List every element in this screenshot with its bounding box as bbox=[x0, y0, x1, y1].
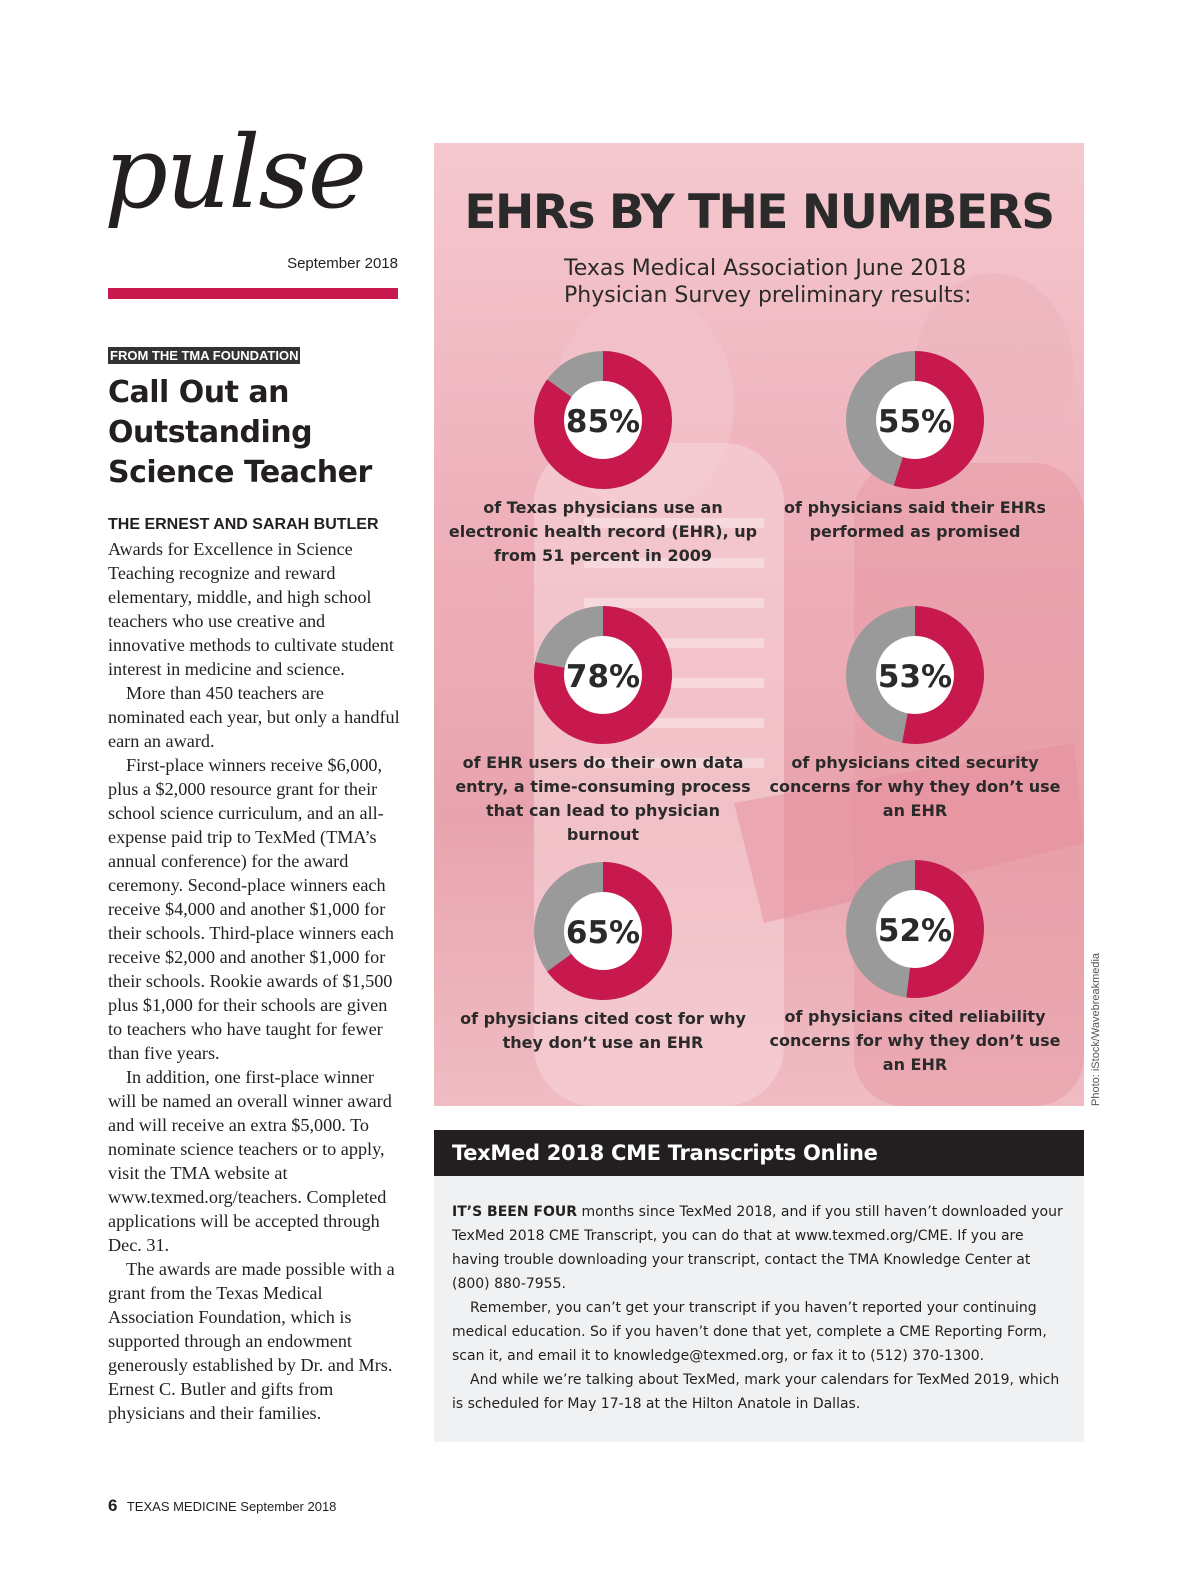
sidebar-title: TexMed 2018 CME Transcripts Online bbox=[434, 1130, 1084, 1176]
article-lead-in: THE ERNEST AND SARAH BUTLER bbox=[108, 516, 379, 533]
article bbox=[108, 347, 400, 1425]
masthead-rule bbox=[108, 288, 398, 299]
donut-chart bbox=[533, 350, 673, 490]
sidebar-paragraph bbox=[452, 1200, 1066, 1296]
stat-caption: of EHR users do their own data entry, a time-consuming process that can lead to physician burnout bbox=[455, 753, 751, 844]
donut-percent-label: 85% bbox=[565, 404, 641, 440]
stat-caption: of physicians said their EHRs performed as promised bbox=[784, 498, 1046, 541]
section-logo: pulse bbox=[104, 114, 365, 231]
infographic-title: EHRs BY THE NUMBERS bbox=[464, 185, 1054, 240]
donut-percent-label: 78% bbox=[565, 659, 641, 695]
page-footer bbox=[108, 1496, 336, 1516]
donut-percent-label: 55% bbox=[877, 404, 953, 440]
issue-date: September 2018 bbox=[287, 255, 398, 272]
article-headline: Call Out an Outstanding Science Teacher bbox=[108, 375, 372, 490]
stat-caption: of physicians cited cost for why they don’t use an EHR bbox=[460, 1009, 746, 1052]
footer-date: September 2018 bbox=[240, 1499, 337, 1514]
article-kicker: FROM THE TMA FOUNDATION bbox=[110, 348, 299, 363]
sidebar-paragraph: Remember, you can’t get your transcript if you haven’t reported your continuing medical education. So if you haven’t done that yet, complete a CME Reporting Form, scan it, and email it to knowledge@texmed.org, or fax it to (512) 370-1300. bbox=[452, 1300, 1047, 1364]
stat-reliability-concerns bbox=[760, 859, 1070, 1077]
donut-chart bbox=[845, 859, 985, 999]
article-paragraph: More than 450 teachers are nominated each year, but only a handful earn an award. bbox=[108, 683, 400, 751]
sidebar-paragraph-text: months since TexMed 2018, and if you still haven’t downloaded your TexMed 2018 CME Transcript, you can do that at www.texmed.org/CME. If you are having trouble downloading your transcript, contact the TMA Knowledge Center at (800) 880-7955. bbox=[452, 1204, 1063, 1292]
stat-ehr-use bbox=[448, 350, 758, 568]
donut-percent-label: 65% bbox=[565, 915, 641, 951]
donut-chart bbox=[845, 605, 985, 745]
donut-chart bbox=[845, 350, 985, 490]
stat-caption: of physicians cited reliability concerns for why they don’t use an EHR bbox=[769, 1007, 1061, 1074]
stat-security-concerns bbox=[760, 605, 1070, 823]
donut-chart bbox=[533, 861, 673, 1001]
stat-performed-as-promised bbox=[760, 350, 1070, 544]
article-paragraph-text: Awards for Excellence in Science Teaching recognize and reward elementary, middle, and high school teachers who use creative and innovative methods to cultivate student interest in medicine and science. bbox=[108, 539, 394, 679]
cme-sidebar bbox=[434, 1130, 1084, 1442]
sidebar-lead-in: IT’S BEEN FOUR bbox=[452, 1204, 578, 1220]
ehr-infographic bbox=[434, 143, 1084, 1106]
sidebar-body bbox=[434, 1176, 1084, 1416]
donut-percent-label: 53% bbox=[877, 659, 953, 695]
stat-cost-concerns bbox=[448, 861, 758, 1055]
donut-percent-label: 52% bbox=[877, 913, 953, 949]
article-paragraph: The awards are made possible with a grant from the Texas Medical Association Foundation, which is supported through an endowment generously established by Dr. and Mrs. Ernest C. Butler and gifts from physicians and their families. bbox=[108, 1259, 395, 1423]
article-paragraph: First-place winners receive $6,000, plus a $2,000 resource grant for their school science curriculum, and an all-expense paid trip to TexMed (TMA’s annual conference) for the award ceremony. Second-place winners each receive $4,000 and another $1,000 for their schools. Third-place winners each receive $2,000 and another $1,000 for their schools. Rookie awards of $1,500 plus $1,000 for their schools are given to teachers who have taught for fewer than five years. bbox=[108, 755, 395, 1063]
photo-credit: Photo: iStock/Wavebreakmedia bbox=[1090, 952, 1102, 1106]
infographic-subtitle: Texas Medical Association June 2018 Physician Survey preliminary results: bbox=[564, 256, 972, 308]
sidebar-paragraph: And while we’re talking about TexMed, mark your calendars for TexMed 2019, which is scheduled for May 17-18 at the Hilton Anatole in Dallas. bbox=[452, 1372, 1060, 1412]
stat-caption: of physicians cited security concerns for why they don’t use an EHR bbox=[769, 753, 1061, 820]
article-body bbox=[108, 511, 400, 1425]
article-paragraph: In addition, one first-place winner will be named an overall winner award and will receive an extra $5,000. To nominate science teachers or to apply, visit the TMA website at www.texmed.org/teachers. Completed applications will be accepted through Dec. 31. bbox=[108, 1067, 392, 1255]
page-number: 6 bbox=[108, 1496, 118, 1515]
donut-chart bbox=[533, 605, 673, 745]
stat-own-data-entry bbox=[448, 605, 758, 847]
stat-caption: of Texas physicians use an electronic health record (EHR), up from 51 percent in 2009 bbox=[448, 498, 758, 565]
publication-name: TEXAS MEDICINE bbox=[126, 1499, 237, 1514]
article-paragraph bbox=[108, 511, 400, 681]
